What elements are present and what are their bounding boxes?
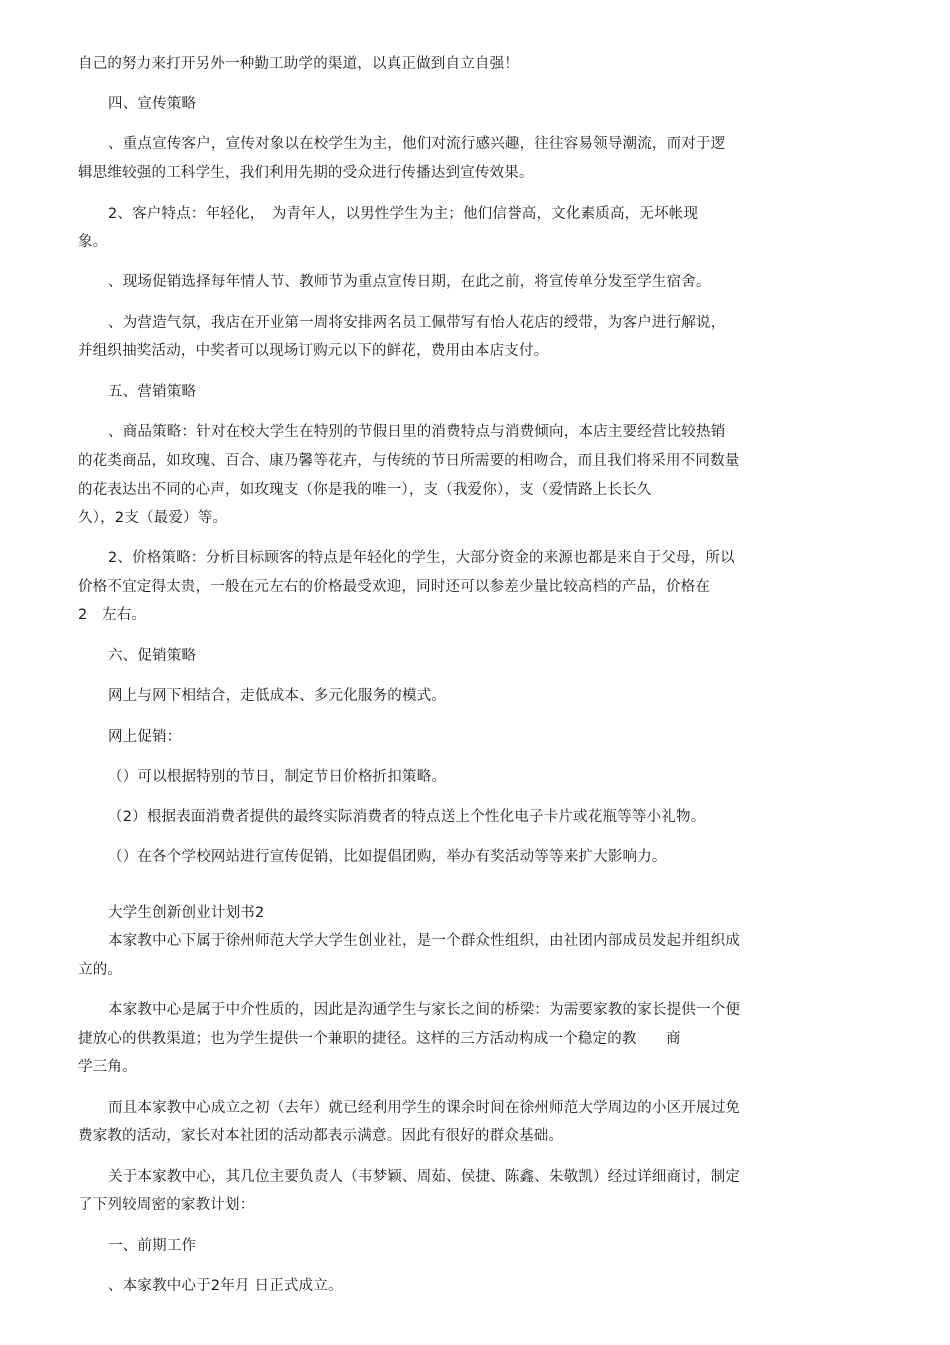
text-line: 自己的努力来打开另外一种勤工助学的渠道，以真正做到自立自强！ — [78, 56, 519, 72]
text-line: 2、客户特点：年轻化， 为青年人，以男性学生为主；他们信誉高，文化素质高，无坏帐现 — [108, 206, 699, 222]
text-line: 的花表达出不同的心声，如玫瑰支（你是我的唯一），支（我爱你），支（爱情路上长长久 — [78, 482, 652, 498]
text-line: 学三角。 — [78, 1059, 137, 1075]
section-heading: 六、促销策略 — [108, 648, 197, 664]
text-line: 立的。 — [78, 962, 123, 978]
text-line: （2）根据表面消费者提供的最终实际消费者的特点送上个性化电子卡片或花瓶等等小礼物。 — [108, 809, 706, 825]
text-line: 本家教中心是属于中介性质的，因此是沟通学生与家长之间的桥梁：为需要家教的家长提供一个便 — [108, 1002, 741, 1018]
text-line: 价格不宜定得太贵，一般在元左右的价格最受欢迎，同时还可以参差少量比较高档的产品，价格在 — [78, 579, 711, 595]
text-line: 辑思维较强的工科学生，我们利用先期的受众进行传播达到宣传效果。 — [78, 165, 534, 181]
text-line: 、本家教中心于2年月 日正式成立。 — [108, 1278, 343, 1294]
text-line: 、商品策略：针对在校大学生在特别的节假日里的消费特点与消费倾向，本店主要经营比较热销 — [108, 424, 726, 440]
text-line: 本家教中心下属于徐州师范大学大学生创业社，是一个群众性组织，由社团内部成员发起并组织成 — [108, 933, 741, 949]
text-line: 费家教的活动，家长对本社团的活动都表示满意。因此有很好的群众基础。 — [78, 1128, 564, 1144]
text-line: （）在各个学校网站进行宣传促销，比如提倡团购，举办有奖活动等等来扩大影响力。 — [108, 849, 667, 865]
text-line: 、为营造气氛，我店在开业第一周将安排两名员工佩带写有怡人花店的绶带，为客户进行解说， — [108, 315, 726, 331]
text-line: 网上与网下相结合，走低成本、多元化服务的模式。 — [108, 688, 447, 704]
text-line: 关于本家教中心，其几位主要负责人（韦梦颖、周茹、侯捷、陈鑫、朱敬凯）经过详细商讨，制定 — [108, 1169, 741, 1185]
text-line: 捷放心的供教渠道；也为学生提供一个兼职的捷径。这样的三方活动构成一个稳定的教 商 — [78, 1031, 681, 1047]
section-heading: 五、营销策略 — [108, 384, 197, 400]
text-line: （）可以根据特别的节日，制定节日价格折扣策略。 — [108, 769, 447, 785]
text-line: 、重点宣传客户，宣传对象以在校学生为主，他们对流行感兴趣，往往容易领导潮流，而对于逻 — [108, 136, 726, 152]
text-line: 2 左右。 — [78, 607, 147, 623]
text-line: 的花类商品，如玫瑰、百合、康乃馨等花卉，与传统的节日所需要的相吻合，而且我们将采用不同数量 — [78, 453, 740, 469]
text-line: 了下列较周密的家教计划： — [78, 1197, 255, 1213]
text-line: 、现场促销选择每年情人节、教师节为重点宣传日期，在此之前，将宣传单分发至学生宿舍。 — [108, 274, 711, 290]
document-title: 大学生创新创业计划书2 — [108, 905, 265, 921]
text-line: 网上促销： — [108, 729, 182, 745]
text-line: 并组织抽奖活动，中奖者可以现场订购元以下的鲜花，费用由本店支付。 — [78, 343, 549, 359]
text-line: 象。 — [78, 234, 108, 250]
section-heading: 四、宣传策略 — [108, 96, 197, 112]
text-line: 久），2支（最爱）等。 — [78, 510, 228, 526]
text-line: 2、价格策略：分析目标顾客的特点是年轻化的学生，大部分资金的来源也都是来自于父母，所以 — [108, 550, 735, 566]
section-heading: 一、前期工作 — [108, 1238, 197, 1254]
text-line: 而且本家教中心成立之初（去年）就已经利用学生的课余时间在徐州师范大学周边的小区开展过免 — [108, 1100, 741, 1116]
